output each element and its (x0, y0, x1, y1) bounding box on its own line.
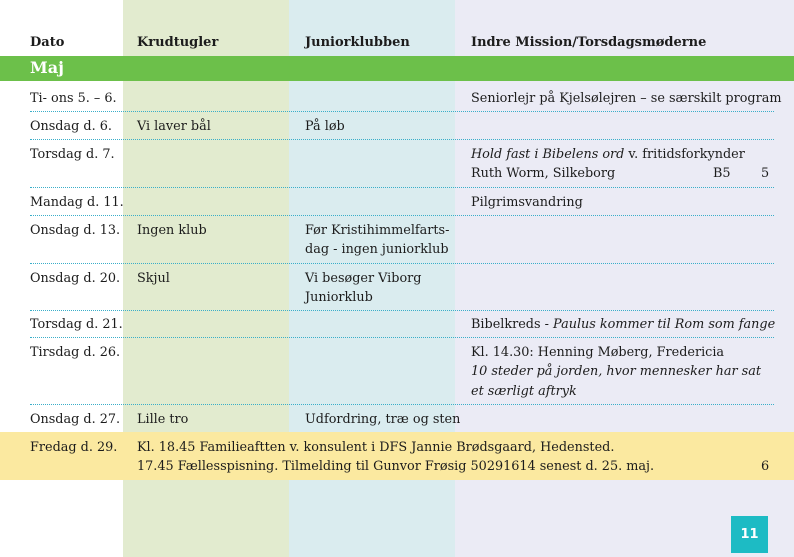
row-separator (30, 337, 774, 338)
row-separator (30, 187, 774, 188)
mission-text: Bibelkreds - (471, 317, 554, 332)
header-krudtugler: Krudtugler (137, 35, 219, 50)
row-krudtugler: Skjul (137, 271, 170, 286)
mission-italic-title: 10 steder på jorden, hvor mennesker har sat (471, 364, 762, 379)
row-date: Onsdag d. 27. (30, 412, 121, 427)
row-mission: Pilgrimsvandring (471, 195, 583, 210)
row-separator (30, 215, 774, 216)
row-juniorklubben: Udfordring, træ og sten (305, 412, 461, 427)
mission-italic-title: et særligt aftryk (471, 384, 577, 399)
row-krudtugler: Ingen klub (137, 223, 207, 238)
row-code: B5 (713, 166, 731, 181)
header-mission: Indre Mission/Torsdagsmøderne (471, 35, 707, 50)
row-juniorklubben: På løb (305, 119, 345, 134)
row-juniorklubben: Vi besøger Viborg (305, 271, 422, 286)
row-separator (30, 139, 774, 140)
header-dato: Dato (30, 35, 65, 50)
mission-text: v. fritidsforkynder (624, 147, 745, 162)
row-mission-line2 (471, 362, 761, 381)
row-juniorklubben-line2: dag - ingen juniorklub (305, 242, 449, 257)
row-date: Onsdag d. 13. (30, 223, 121, 238)
row-mission-line2: Ruth Worm, Silkeborg (471, 166, 616, 181)
row-separator (30, 310, 774, 311)
row-date: Onsdag d. 20. (30, 271, 121, 286)
row-date: Torsdag d. 7. (30, 147, 115, 162)
row-event-line2: 17.45 Fællesspisning. Tilmelding til Gunvor Frøsig 50291614 senest d. 25. maj. (137, 459, 655, 474)
page-number-badge: 11 (731, 516, 768, 553)
row-mission: Kl. 14.30: Henning Møberg, Fredericia (471, 345, 725, 360)
row-mission-line3 (471, 382, 577, 401)
row-krudtugler: Lille tro (137, 412, 189, 427)
row-date: Torsdag d. 21. (30, 317, 123, 332)
row-date: Fredag d. 29. (30, 440, 118, 455)
row-juniorklubben: Før Kristihimmelfarts- (305, 223, 450, 238)
row-number: 6 (761, 459, 770, 474)
row-mission (471, 315, 775, 334)
row-juniorklubben-line2: Juniorklub (305, 290, 373, 305)
row-separator (30, 111, 774, 112)
row-date: Mandag d. 11. (30, 195, 124, 210)
month-bar (0, 56, 794, 81)
row-mission (471, 145, 745, 164)
row-date: Ti- ons 5. – 6. (30, 91, 117, 106)
row-event-line1: Kl. 18.45 Familieaftten v. konsulent i DFS Jannie Brødsgaard, Hedensted. (137, 440, 615, 455)
row-krudtugler: Vi laver bål (137, 119, 211, 134)
header-juniorklubben: Juniorklubben (305, 35, 410, 50)
row-date: Tirsdag d. 26. (30, 345, 121, 360)
row-date: Onsdag d. 6. (30, 119, 112, 134)
row-mission: Seniorlejr på Kjelsølejren – se særskilt program (471, 91, 782, 106)
month-label: Maj (30, 58, 64, 77)
row-number: 5 (761, 166, 770, 181)
row-separator (30, 263, 774, 264)
mission-italic-title: Paulus kommer til Rom som fange (553, 317, 776, 332)
row-separator (30, 404, 774, 405)
mission-italic-title: Hold fast i Bibelens ord (471, 147, 625, 162)
